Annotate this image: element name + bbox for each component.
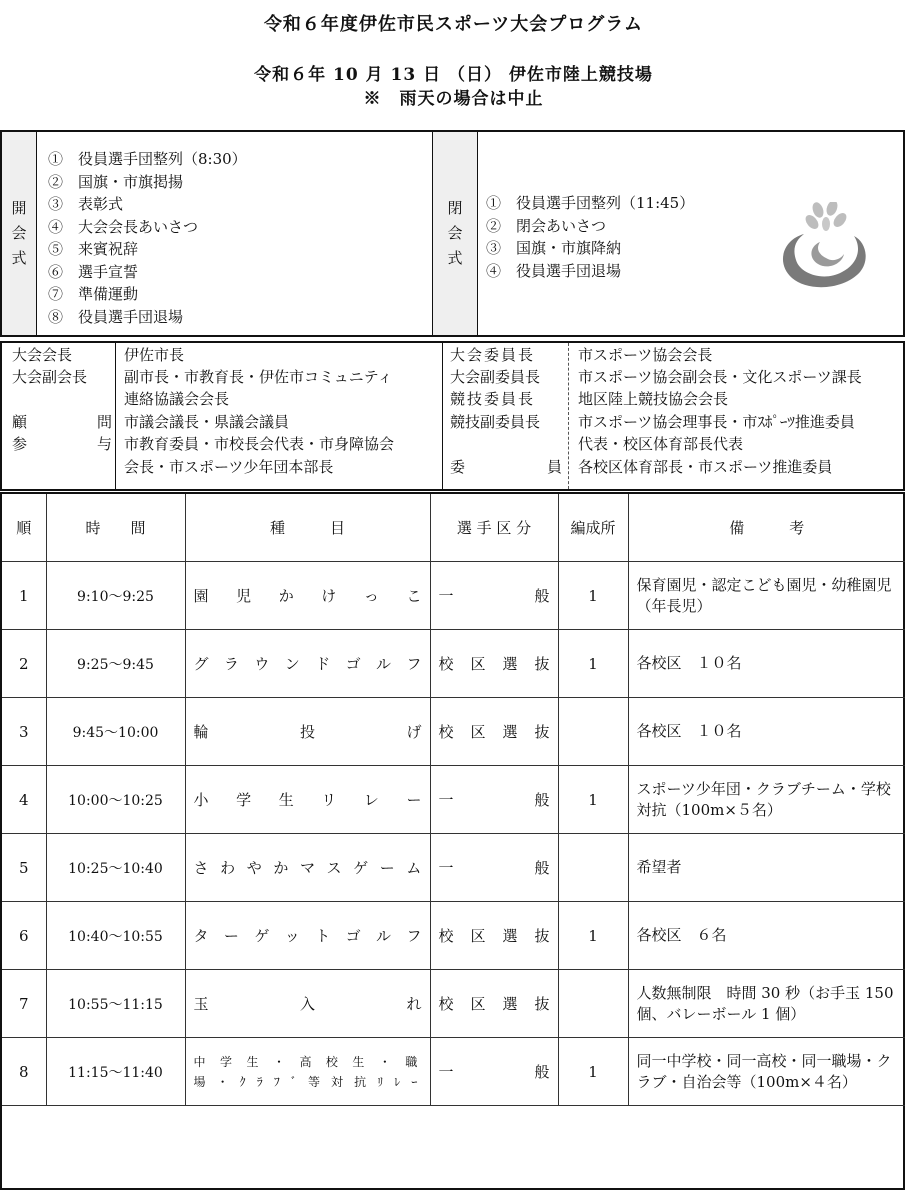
- officials-box: [0, 341, 905, 491]
- row-note: 希望者: [628, 834, 905, 902]
- opening-item: ⑥ 選手宣誓: [48, 262, 139, 281]
- opening-item: ③ 表彰式: [48, 195, 124, 213]
- row-note: 人数無制限 時間 30 秒（お手玉 150 個、バレーボール 1 個）: [628, 970, 905, 1038]
- row-time: 10:25〜10:40: [46, 834, 185, 902]
- closing-item: ③ 国旗・市旗降納: [486, 239, 622, 257]
- official-role: 大会会長: [12, 346, 73, 364]
- official-text: 市スポーツ協会会長: [578, 346, 713, 364]
- row-note: 各校区 １０名: [628, 630, 905, 698]
- row-group: 1: [558, 562, 628, 630]
- row-note: 各校区 １０名: [628, 698, 905, 766]
- row-group: [558, 698, 628, 766]
- row-event: 園 児 か け っ こ: [185, 562, 430, 630]
- row-note: スポーツ少年団・クラブチーム・学校対抗（100m×５名）: [628, 766, 905, 834]
- official-text: 地区陸上競技協会会長: [578, 390, 729, 408]
- official-text: 市教育委員・市校長会代表・市身障協会: [124, 435, 395, 453]
- official-role: 大会副委員長: [450, 368, 541, 386]
- official-text: 副市長・市教育長・伊佐市コミュニティ: [124, 368, 393, 386]
- row-division: 校 区 選 抜: [430, 970, 558, 1038]
- row-event: 玉 入 れ: [185, 970, 430, 1038]
- col-header: 時 間: [46, 494, 185, 562]
- col-header: 選 手 区 分: [430, 494, 558, 562]
- row-time: 10:00〜10:25: [46, 766, 185, 834]
- opening-item: ⑦ 準備運動: [48, 285, 139, 303]
- row-time: 10:40〜10:55: [46, 902, 185, 970]
- table-row: [2, 630, 905, 698]
- row-number: 6: [2, 902, 46, 970]
- official-text: 市スポーツ協会理事長・市ｽﾎﾟｰﾂ推進委員: [578, 413, 855, 431]
- row-group: [558, 834, 628, 902]
- schedule-table: [2, 494, 905, 1106]
- ceremony-box: [0, 130, 905, 337]
- official-text: 伊佐市長: [124, 346, 185, 364]
- row-division: 校 区 選 抜: [430, 698, 558, 766]
- opening-item: ① 役員選手団整列（8:30）: [48, 150, 247, 168]
- row-group: 1: [558, 630, 628, 698]
- row-event: タ ー ゲ ッ ト ゴ ル フ: [185, 902, 430, 970]
- opening-item: ⑤ 来賓祝辞: [48, 240, 139, 258]
- official-text: 各校区体育部長・市スポーツ推進委員: [578, 458, 833, 476]
- official-role: 大会副会長: [12, 368, 88, 386]
- closing-label: 閉 会 式: [432, 132, 478, 335]
- rain-notice: ※ 雨天の場合は中止: [363, 89, 544, 109]
- row-division: 一 般: [430, 834, 558, 902]
- official-role: 競技委員長: [450, 390, 536, 408]
- row-number: 1: [2, 562, 46, 630]
- table-row: [2, 766, 905, 834]
- row-division: 校 区 選 抜: [430, 902, 558, 970]
- row-time: 10:55〜11:15: [46, 970, 185, 1038]
- official-role: 大会委員長: [450, 346, 536, 364]
- opening-label: 開 会 式: [2, 132, 37, 335]
- closing-item: ② 閉会あいさつ: [486, 216, 607, 235]
- date-venue: 令和６年 10 月 13 日 （日） 伊佐市陸上競技場: [254, 65, 653, 85]
- row-event: 中 学 生 ・ 高 校 生 ・ 職 場 ・ ｸ ﾗ ﾌ ﾞ 等 対 抗 ﾘ ﾚ ｰ: [185, 1038, 430, 1106]
- table-row: [2, 562, 905, 630]
- table-row: [2, 698, 905, 766]
- closing-item: ④ 役員選手団退場: [486, 261, 622, 280]
- official-text: 連絡協議会会長: [124, 390, 230, 408]
- row-time: 9:45〜10:00: [46, 698, 185, 766]
- row-time: 9:25〜9:45: [46, 630, 185, 698]
- row-time: 9:10〜9:25: [46, 562, 185, 630]
- row-number: 3: [2, 698, 46, 766]
- row-division: 一 般: [430, 1038, 558, 1106]
- official-role: 参 与: [12, 435, 112, 453]
- row-number: 8: [2, 1038, 46, 1106]
- table-header-row: [2, 494, 905, 562]
- col-header: 順: [2, 494, 46, 562]
- row-event: さ わ や か マ ス ゲ ー ム: [185, 834, 430, 902]
- row-number: 2: [2, 630, 46, 698]
- row-number: 4: [2, 766, 46, 834]
- row-group: [558, 970, 628, 1038]
- row-group: 1: [558, 766, 628, 834]
- closing-list: [486, 192, 694, 282]
- official-role: 顧 問: [12, 413, 112, 431]
- row-note: 保育園児・認定こども園児・幼稚園児（年長児）: [628, 562, 905, 630]
- page-title: 令和６年度伊佐市民スポーツ大会プログラム: [263, 14, 644, 35]
- row-number: 5: [2, 834, 46, 902]
- closing-item: ① 役員選手団整列（11:45）: [486, 194, 695, 212]
- official-text: 代表・校区体育部長代表: [578, 435, 744, 453]
- opening-list: [48, 148, 247, 328]
- row-number: 7: [2, 970, 46, 1038]
- row-division: 校 区 選 抜: [430, 630, 558, 698]
- table-row: [2, 970, 905, 1038]
- opening-item: ⑧ 役員選手団退場: [48, 307, 184, 326]
- schedule-box: [0, 492, 905, 1190]
- row-group: 1: [558, 902, 628, 970]
- table-row: [2, 902, 905, 970]
- opening-item: ② 国旗・市旗掲揚: [48, 172, 184, 191]
- row-note: 各校区 ６名: [628, 902, 905, 970]
- city-logo-icon: [774, 202, 876, 292]
- official-text: 市スポーツ協会副会長・文化スポーツ課長: [578, 368, 862, 386]
- row-division: 一 般: [430, 562, 558, 630]
- row-event: 小 学 生 リ レ ー: [185, 766, 430, 834]
- opening-item: ④ 大会会長あいさつ: [48, 217, 199, 236]
- row-note: 同一中学校・同一高校・同一職場・クラブ・自治会等（100m×４名）: [628, 1038, 905, 1106]
- table-row: [2, 834, 905, 902]
- col-header: 備 考: [628, 494, 905, 562]
- official-text: 会長・市スポーツ少年団本部長: [124, 458, 334, 476]
- row-event: 輪 投 げ: [185, 698, 430, 766]
- row-division: 一 般: [430, 766, 558, 834]
- row-event: グ ラ ウ ン ド ゴ ル フ: [185, 630, 430, 698]
- official-role: 競技副委員長: [450, 413, 541, 431]
- col-header: 種 目: [185, 494, 430, 562]
- row-group: 1: [558, 1038, 628, 1106]
- table-row: [2, 1038, 905, 1106]
- col-header: 編成所: [558, 494, 628, 562]
- official-role: 委 員: [450, 458, 562, 476]
- row-time: 11:15〜11:40: [46, 1038, 185, 1106]
- official-text: 市議会議長・県議会議員: [124, 413, 290, 431]
